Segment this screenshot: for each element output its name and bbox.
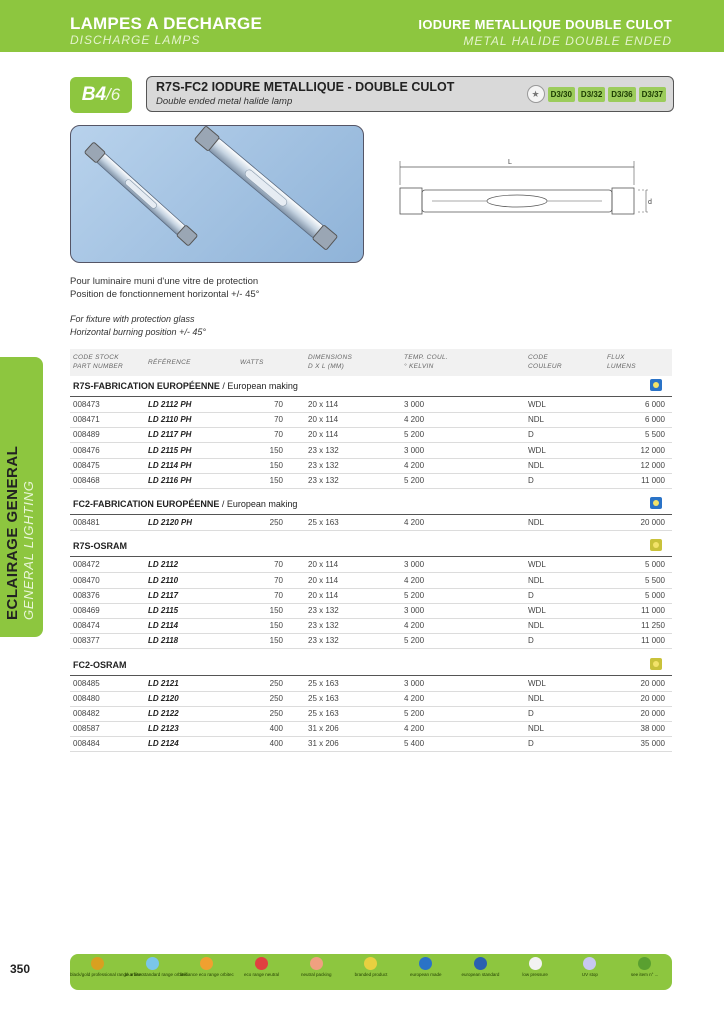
legend-item: [563, 957, 618, 977]
side-tab-line2: GENERAL LIGHTING: [21, 480, 36, 620]
badge-main: B4: [81, 84, 107, 105]
legend-item: [179, 957, 234, 977]
legend-item: [289, 957, 344, 977]
description-en-line1: For fixture with protection glass: [70, 314, 195, 324]
lamp-large-icon: [194, 126, 337, 250]
table-row: [70, 573, 672, 589]
cell-temperature: 4 200: [404, 415, 425, 425]
cell-watts: 400: [269, 724, 283, 734]
cell-dimensions: 23 x 132: [308, 476, 339, 485]
cell-code: 008469: [73, 606, 100, 615]
cell-temperature: 5 200: [404, 709, 425, 718]
cell-reference: LD 2120 PH: [148, 518, 193, 528]
cell-reference: LD 2124: [148, 739, 179, 749]
cell-temperature: 4 200: [404, 518, 425, 528]
section-title: R7S-OSRAM: [73, 541, 128, 552]
cell-flux: 11 000: [641, 606, 665, 615]
header-subtitle-en: METAL HALIDE DOUBLE ENDED: [463, 34, 672, 48]
d-badge: D3/32: [578, 87, 605, 102]
legend-label: see item n° ...: [630, 972, 659, 977]
cell-color-code: NDL: [528, 575, 545, 585]
section-header: [70, 376, 672, 397]
badge-sub: /6: [106, 85, 121, 104]
cell-color-code: D: [528, 476, 534, 485]
cell-code: 008468: [73, 476, 100, 485]
description-fr-line2: Position de fonctionnement horizontal +/- 45°: [70, 289, 260, 300]
cell-code: 008481: [73, 518, 100, 528]
cell-watts: 150: [269, 445, 283, 455]
table-row: [70, 427, 672, 443]
legend-item: [398, 957, 453, 977]
branded-product-icon: [650, 539, 662, 551]
d-badge: D3/36: [608, 87, 635, 102]
legend-bar: [70, 954, 672, 990]
section-header: [70, 494, 672, 515]
diagram-diameter-label: d: [648, 199, 652, 206]
table-row: [70, 618, 672, 634]
cell-dimensions: 20 x 114: [308, 415, 339, 425]
cell-color-code: NDL: [528, 724, 545, 734]
cell-dimensions: 23 x 132: [308, 621, 339, 631]
cell-color-code: WDL: [528, 560, 546, 570]
cell-code: 008376: [73, 590, 100, 600]
cell-code: 008471: [73, 415, 100, 425]
table-row: [70, 412, 672, 428]
table-row: [70, 603, 672, 619]
product-subtitle: Double ended metal halide lamp: [156, 96, 293, 107]
th-color-code: CODE COULEUR: [528, 354, 562, 370]
cell-temperature: 4 200: [404, 693, 425, 703]
cell-code: 008474: [73, 621, 100, 631]
section-title: FC2-OSRAM: [73, 659, 127, 670]
cell-watts: 250: [269, 518, 283, 528]
blue-line-icon: [146, 957, 159, 970]
cell-flux: 11 250: [641, 621, 665, 631]
cell-code: 008476: [73, 445, 100, 455]
cell-temperature: 4 200: [404, 575, 425, 585]
product-code-badge: [70, 77, 132, 113]
table-row: [70, 721, 672, 737]
cell-color-code: D: [528, 590, 534, 600]
d-badge: D3/37: [639, 87, 666, 102]
table-row: [70, 397, 672, 413]
cell-code: 008587: [73, 724, 100, 734]
cell-reference: LD 2116 PH: [148, 476, 192, 485]
uv-stop-icon: [583, 957, 596, 970]
table-row: [70, 676, 672, 692]
table-row: [70, 515, 672, 531]
cell-flux: 11 000: [641, 636, 665, 646]
cell-reference: LD 2112 PH: [148, 400, 192, 409]
european-made-icon: [650, 497, 662, 509]
cell-dimensions: 20 x 114: [308, 560, 339, 570]
cell-code: 008482: [73, 709, 100, 718]
cell-dimensions: 23 x 132: [308, 636, 339, 646]
cell-reference: LD 2117: [148, 590, 179, 600]
legend-label: neutral packing: [301, 972, 332, 977]
lamp-small-icon: [84, 142, 197, 246]
cell-dimensions: 25 x 163: [308, 709, 339, 718]
cell-code: 008472: [73, 560, 100, 570]
cell-temperature: 5 400: [404, 739, 425, 749]
legend-label: eco range neutral: [244, 972, 280, 977]
cell-watts: 150: [269, 606, 283, 615]
legend-label: low pressure: [522, 972, 548, 977]
cell-watts: 250: [269, 693, 283, 703]
table-row: [70, 458, 672, 474]
cell-color-code: D: [528, 636, 534, 646]
section-title: R7S-FABRICATION EUROPÉENNE / European making: [73, 381, 298, 391]
cell-dimensions: 23 x 132: [308, 460, 339, 470]
th-code: CODE STOCK PART NUMBER: [73, 354, 124, 370]
th-temperature: TEMP. COUL. ° KELVIN: [404, 354, 448, 370]
section-title: FC2-FABRICATION EUROPÉENNE / European making: [73, 499, 298, 510]
cell-reference: LD 2110 PH: [148, 415, 192, 425]
cell-temperature: 3 000: [404, 678, 425, 688]
cell-watts: 150: [269, 460, 283, 470]
legend-item: [508, 957, 563, 977]
cell-flux: 5 000: [644, 590, 665, 600]
cell-watts: 400: [269, 739, 283, 749]
low-pressure-icon: [529, 957, 542, 970]
cell-dimensions: 31 x 206: [308, 724, 339, 734]
cell-dimensions: 25 x 163: [308, 518, 339, 528]
cell-code: 008484: [73, 739, 100, 749]
cell-reference: LD 2121: [148, 678, 179, 688]
cell-flux: 20 000: [640, 518, 665, 528]
cell-reference: LD 2123: [148, 724, 179, 734]
cell-watts: 70: [274, 575, 283, 585]
european-made-icon: [419, 957, 432, 970]
cell-reference: LD 2122: [148, 709, 179, 718]
cell-watts: 70: [274, 400, 283, 409]
cell-reference: LD 2120: [148, 693, 179, 703]
cell-flux: 6 000: [644, 415, 665, 425]
cell-temperature: 5 200: [404, 636, 425, 646]
table-row: [70, 633, 672, 649]
cell-reference: LD 2110: [148, 575, 179, 585]
cell-reference: LD 2115: [148, 606, 179, 615]
cell-flux: 38 000: [640, 724, 665, 734]
th-ref: RÉFÉRENCE: [148, 359, 191, 366]
see-item-icon: [638, 957, 651, 970]
cell-reference: LD 2114: [148, 621, 179, 631]
cell-flux: 5 000: [644, 560, 665, 570]
legend-item: [234, 957, 289, 977]
cell-color-code: WDL: [528, 400, 546, 409]
side-tab-text: [4, 446, 36, 620]
cell-watts: 250: [269, 709, 283, 718]
cell-temperature: 3 000: [404, 606, 425, 615]
cell-color-code: D: [528, 739, 534, 749]
cell-watts: 150: [269, 636, 283, 646]
section-header: [70, 655, 672, 676]
legend-label: european standard: [461, 972, 500, 977]
cell-color-code: NDL: [528, 518, 545, 528]
cell-temperature: 5 200: [404, 430, 425, 440]
lamp-photo-illustration: [71, 126, 363, 262]
cell-color-code: NDL: [528, 415, 545, 425]
cell-code: 008485: [73, 678, 100, 688]
lamp-dimension-diagram: [382, 155, 672, 245]
cell-dimensions: 31 x 206: [308, 739, 339, 749]
cell-color-code: NDL: [528, 621, 545, 631]
cell-flux: 12 000: [640, 445, 665, 455]
cell-color-code: D: [528, 430, 534, 440]
cell-temperature: 4 200: [404, 724, 425, 734]
cell-dimensions: 23 x 132: [308, 445, 339, 455]
legend-label: branded product: [354, 972, 388, 977]
description-fr-line1: Pour luminaire muni d'une vitre de protection: [70, 276, 259, 287]
cell-dimensions: 25 x 163: [308, 693, 339, 703]
table-row: [70, 473, 672, 489]
cell-temperature: 3 000: [404, 445, 425, 455]
th-watts: WATTS: [240, 359, 264, 366]
cell-code: 008489: [73, 430, 100, 440]
legend-item: [124, 957, 188, 977]
page-number: 350: [10, 962, 31, 976]
header-subtitle-fr: IODURE METALLIQUE DOUBLE CULOT: [418, 17, 672, 32]
cell-watts: 70: [274, 430, 283, 440]
cell-flux: 20 000: [640, 678, 665, 688]
table-row: [70, 691, 672, 707]
brilliance-icon: [200, 957, 213, 970]
cell-code: 008473: [73, 400, 100, 409]
cell-reference: LD 2117 PH: [148, 430, 192, 440]
cell-color-code: WDL: [528, 678, 546, 688]
th-flux: FLUX LUMENS: [607, 354, 636, 370]
legend-label: UV stop: [581, 972, 598, 977]
cell-temperature: 3 000: [404, 560, 425, 570]
cell-dimensions: 20 x 114: [308, 590, 339, 600]
legend-item: [344, 957, 399, 977]
cell-code: 008377: [73, 636, 100, 646]
cell-dimensions: 20 x 114: [308, 430, 339, 440]
legend-label: blue line standard range orbitec: [124, 972, 188, 977]
cell-dimensions: 25 x 163: [308, 678, 339, 688]
eu-star-icon: ★: [527, 85, 545, 103]
cell-flux: 5 500: [644, 575, 665, 585]
table-row: [70, 557, 672, 573]
table-header: [70, 349, 672, 376]
cell-watts: 150: [269, 476, 283, 485]
cell-reference: LD 2112: [148, 560, 179, 570]
cell-flux: 5 500: [644, 430, 665, 440]
legend-item: [617, 957, 672, 977]
legend-label: european made: [409, 972, 442, 977]
section-header: [70, 536, 672, 557]
cell-flux: 20 000: [640, 693, 665, 703]
gold-circle-icon: [91, 957, 104, 970]
side-tab-line1: ECLAIRAGE GENERAL: [4, 445, 21, 620]
cell-temperature: 3 000: [404, 400, 425, 409]
cell-flux: 12 000: [640, 460, 665, 470]
product-photo: [70, 125, 364, 263]
cell-dimensions: 20 x 114: [308, 575, 339, 585]
cell-flux: 6 000: [644, 400, 665, 409]
legend-label: black/gold professional range orbitec: [70, 972, 144, 977]
legend-label: brilliance eco range orbitec: [179, 972, 234, 977]
cell-code: 008470: [73, 575, 100, 585]
table-row: [70, 443, 672, 459]
branded-product-icon: [364, 957, 377, 970]
header-title-en: DISCHARGE LAMPS: [70, 33, 201, 47]
d-badge: D3/30: [548, 87, 575, 102]
cell-reference: LD 2115 PH: [148, 445, 192, 455]
cell-dimensions: 23 x 132: [308, 606, 339, 615]
cell-watts: 250: [269, 678, 283, 688]
european-standard-icon: [474, 957, 487, 970]
neutral-packing-icon: [310, 957, 323, 970]
cell-reference: LD 2118: [148, 636, 179, 646]
cell-temperature: 5 200: [404, 590, 425, 600]
description-en-line2: Horizontal burning position +/- 45°: [70, 327, 206, 337]
cell-color-code: NDL: [528, 460, 545, 470]
cell-watts: 70: [274, 415, 283, 425]
product-title: R7S-FC2 IODURE METALLIQUE - DOUBLE CULOT: [156, 80, 455, 94]
header-title-fr: LAMPES A DECHARGE: [70, 14, 262, 33]
cell-flux: 35 000: [640, 739, 665, 749]
cell-color-code: D: [528, 709, 534, 718]
cell-reference: LD 2114 PH: [148, 460, 192, 470]
legend-item: [70, 957, 144, 977]
cell-temperature: 5 200: [404, 476, 425, 485]
cell-color-code: WDL: [528, 445, 546, 455]
cell-code: 008480: [73, 693, 100, 703]
european-made-icon: [650, 379, 662, 391]
table-row: [70, 588, 672, 604]
cell-temperature: 4 200: [404, 460, 425, 470]
cell-dimensions: 20 x 114: [308, 400, 339, 409]
cell-watts: 70: [274, 560, 283, 570]
cell-color-code: WDL: [528, 606, 546, 615]
cell-watts: 150: [269, 621, 283, 631]
diagram-length-label: L: [508, 159, 512, 166]
d-badges: [527, 85, 666, 103]
cell-color-code: NDL: [528, 693, 545, 703]
legend-item: [453, 957, 508, 977]
branded-product-icon: [650, 658, 662, 670]
cell-flux: 20 000: [640, 709, 665, 718]
cell-watts: 70: [274, 590, 283, 600]
table-row: [70, 706, 672, 722]
cell-code: 008475: [73, 460, 100, 470]
th-dimensions: DIMENSIONS D X L (MM): [308, 354, 353, 370]
cell-flux: 11 000: [641, 476, 665, 485]
table-row: [70, 736, 672, 752]
eco-range-icon: [255, 957, 268, 970]
cell-temperature: 4 200: [404, 621, 425, 631]
